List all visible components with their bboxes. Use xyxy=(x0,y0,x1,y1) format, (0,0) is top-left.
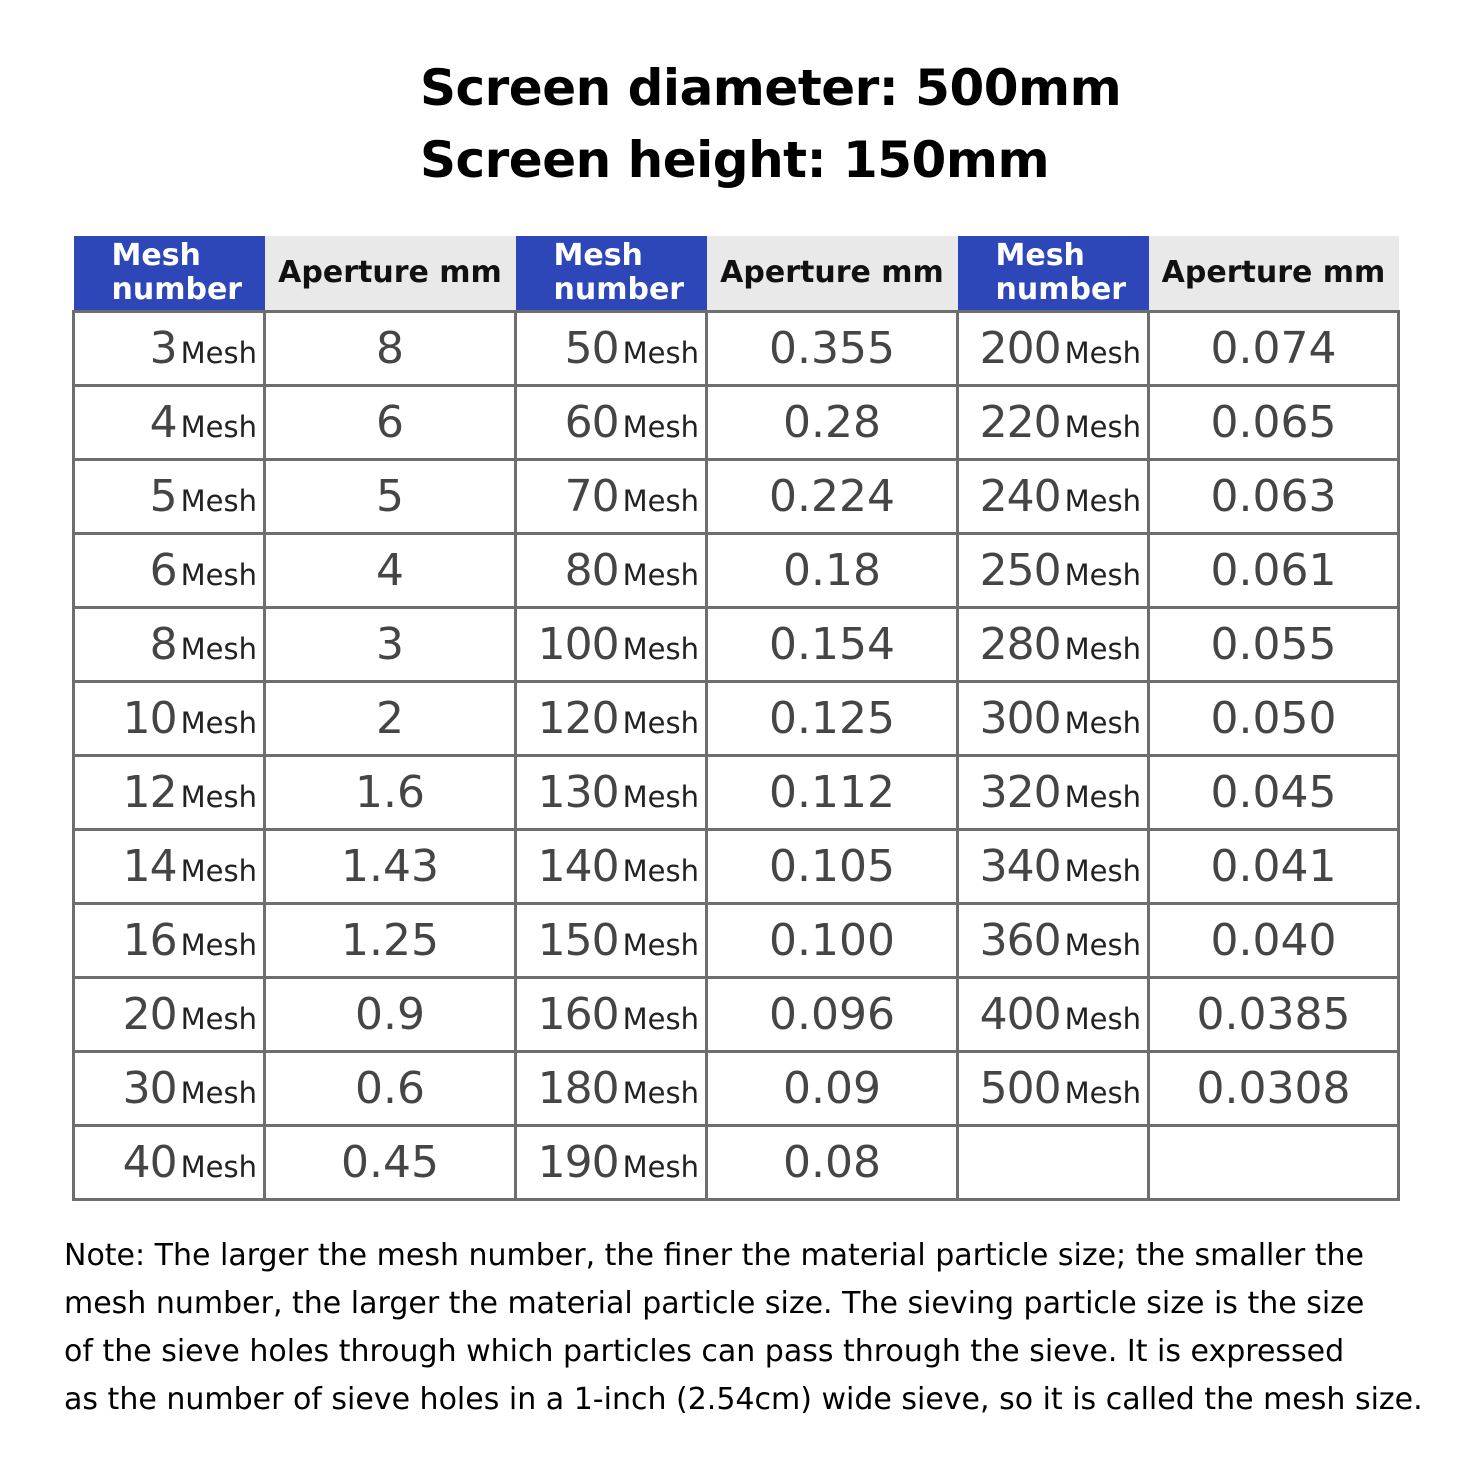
mesh-number-cell xyxy=(958,682,1149,756)
mesh-number-value: 70 xyxy=(564,471,619,522)
mesh-unit-label: Mesh xyxy=(1064,928,1141,962)
mesh-number-cell xyxy=(958,978,1149,1052)
mesh-number-cell xyxy=(516,312,707,386)
note-paragraph xyxy=(64,1232,1454,1424)
mesh-unit-label: Mesh xyxy=(180,336,257,370)
mesh-number-cell xyxy=(516,386,707,460)
mesh-number-cell xyxy=(958,460,1149,534)
mesh-number-cell xyxy=(958,904,1149,978)
mesh-number-cell xyxy=(516,978,707,1052)
mesh-unit-label: Mesh xyxy=(622,928,699,962)
mesh-number-value: 6 xyxy=(149,545,177,596)
aperture-cell: 0.096 xyxy=(707,978,958,1052)
mesh-number-cell xyxy=(74,830,265,904)
mesh-number-value: 4 xyxy=(149,397,177,448)
table-row xyxy=(74,460,1399,534)
aperture-cell: 0.08 xyxy=(707,1126,958,1200)
header-mesh-number-2 xyxy=(516,236,707,312)
mesh-number-cell xyxy=(74,1126,265,1200)
aperture-cell: 0.45 xyxy=(265,1126,516,1200)
mesh-unit-label: Mesh xyxy=(180,558,257,592)
mesh-number-value: 190 xyxy=(537,1137,619,1188)
note-line: mesh number, the larger the material particle size. The sieving particle size is the size xyxy=(64,1286,1365,1321)
aperture-cell: 8 xyxy=(265,312,516,386)
table-header-row xyxy=(74,236,1399,312)
mesh-number-cell xyxy=(74,608,265,682)
mesh-unit-label: Mesh xyxy=(180,632,257,666)
note-line: Note: The larger the mesh number, the finer the material particle size; the smaller the xyxy=(64,1238,1364,1273)
aperture-cell: 0.6 xyxy=(265,1052,516,1126)
aperture-cell: 6 xyxy=(265,386,516,460)
aperture-cell: 0.063 xyxy=(1149,460,1399,534)
note-line: as the number of sieve holes in a 1-inch (2.54cm) wide sieve, so it is called the mesh size. xyxy=(64,1382,1423,1417)
mesh-unit-label: Mesh xyxy=(180,484,257,518)
aperture-cell: 0.100 xyxy=(707,904,958,978)
mesh-unit-label: Mesh xyxy=(180,928,257,962)
mesh-number-value: 12 xyxy=(122,767,177,818)
aperture-cell: 0.224 xyxy=(707,460,958,534)
aperture-cell: 0.074 xyxy=(1149,312,1399,386)
mesh-number-cell xyxy=(958,756,1149,830)
mesh-number-cell xyxy=(516,904,707,978)
header-aperture-1 xyxy=(265,236,516,312)
table-row xyxy=(74,1052,1399,1126)
mesh-unit-label: Mesh xyxy=(622,706,699,740)
aperture-cell xyxy=(1149,1126,1399,1200)
mesh-number-cell xyxy=(74,312,265,386)
header-mesh-number-3 xyxy=(958,236,1149,312)
mesh-number-cell xyxy=(516,534,707,608)
aperture-cell: 3 xyxy=(265,608,516,682)
mesh-number-value: 80 xyxy=(564,545,619,596)
mesh-unit-label: Mesh xyxy=(1064,780,1141,814)
mesh-unit-label: Mesh xyxy=(1064,854,1141,888)
mesh-number-value: 130 xyxy=(537,767,619,818)
table-body xyxy=(74,312,1399,1200)
mesh-unit-label: Mesh xyxy=(180,1150,257,1184)
mesh-number-value: 160 xyxy=(537,989,619,1040)
mesh-unit-label: Mesh xyxy=(1064,558,1141,592)
mesh-number-value: 100 xyxy=(537,619,619,670)
mesh-number-cell xyxy=(958,1126,1149,1200)
aperture-cell: 4 xyxy=(265,534,516,608)
mesh-unit-label: Mesh xyxy=(1064,706,1141,740)
aperture-cell: 0.355 xyxy=(707,312,958,386)
aperture-cell: 0.055 xyxy=(1149,608,1399,682)
mesh-unit-label: Mesh xyxy=(622,410,699,444)
mesh-number-value: 300 xyxy=(979,693,1061,744)
table-row xyxy=(74,682,1399,756)
mesh-unit-label: Mesh xyxy=(622,632,699,666)
mesh-number-cell xyxy=(74,756,265,830)
mesh-unit-label: Mesh xyxy=(622,484,699,518)
mesh-number-cell xyxy=(516,608,707,682)
aperture-cell: 1.6 xyxy=(265,756,516,830)
mesh-number-value: 200 xyxy=(979,323,1061,374)
mesh-number-value: 14 xyxy=(122,841,177,892)
mesh-number-cell xyxy=(516,682,707,756)
mesh-unit-label: Mesh xyxy=(180,1002,257,1036)
mesh-unit-label: Mesh xyxy=(622,1002,699,1036)
mesh-number-cell xyxy=(516,460,707,534)
header-label: Mesh number xyxy=(111,238,243,307)
table-row xyxy=(74,386,1399,460)
mesh-number-value: 150 xyxy=(537,915,619,966)
header-mesh-number-1 xyxy=(74,236,265,312)
mesh-unit-label: Mesh xyxy=(1064,410,1141,444)
header-label: Aperture mm xyxy=(720,255,944,290)
table-row xyxy=(74,608,1399,682)
header-label: Mesh number xyxy=(995,238,1127,307)
mesh-number-value: 220 xyxy=(979,397,1061,448)
mesh-number-value: 240 xyxy=(979,471,1061,522)
mesh-number-cell xyxy=(958,312,1149,386)
mesh-unit-label: Mesh xyxy=(180,410,257,444)
mesh-number-value: 180 xyxy=(537,1063,619,1114)
mesh-number-cell xyxy=(516,1126,707,1200)
aperture-cell: 2 xyxy=(265,682,516,756)
mesh-unit-label: Mesh xyxy=(622,336,699,370)
mesh-number-value: 400 xyxy=(979,989,1061,1040)
mesh-number-value: 360 xyxy=(979,915,1061,966)
aperture-cell: 0.18 xyxy=(707,534,958,608)
mesh-number-value: 20 xyxy=(122,989,177,1040)
aperture-cell: 0.0385 xyxy=(1149,978,1399,1052)
table-row xyxy=(74,756,1399,830)
mesh-number-value: 140 xyxy=(537,841,619,892)
mesh-number-value: 340 xyxy=(979,841,1061,892)
aperture-cell: 0.045 xyxy=(1149,756,1399,830)
mesh-unit-label: Mesh xyxy=(622,854,699,888)
mesh-number-value: 120 xyxy=(537,693,619,744)
aperture-cell: 0.040 xyxy=(1149,904,1399,978)
aperture-cell: 0.125 xyxy=(707,682,958,756)
aperture-cell: 0.0308 xyxy=(1149,1052,1399,1126)
table-row xyxy=(74,830,1399,904)
table-row xyxy=(74,1126,1399,1200)
table-row xyxy=(74,978,1399,1052)
mesh-number-value: 250 xyxy=(979,545,1061,596)
mesh-number-cell xyxy=(516,1052,707,1126)
mesh-number-cell xyxy=(958,1052,1149,1126)
mesh-unit-label: Mesh xyxy=(622,1150,699,1184)
mesh-number-value: 30 xyxy=(122,1063,177,1114)
mesh-aperture-table xyxy=(72,236,1400,1201)
mesh-number-cell xyxy=(74,978,265,1052)
mesh-number-cell xyxy=(74,682,265,756)
mesh-number-value: 40 xyxy=(122,1137,177,1188)
screen-diameter-title: Screen diameter: 500mm xyxy=(420,59,1122,117)
mesh-unit-label: Mesh xyxy=(180,706,257,740)
aperture-cell: 0.050 xyxy=(1149,682,1399,756)
mesh-number-value: 50 xyxy=(564,323,619,374)
aperture-cell: 0.112 xyxy=(707,756,958,830)
header-aperture-2 xyxy=(707,236,958,312)
mesh-unit-label: Mesh xyxy=(1064,632,1141,666)
mesh-unit-label: Mesh xyxy=(622,780,699,814)
header-label: Mesh number xyxy=(553,238,685,307)
mesh-unit-label: Mesh xyxy=(622,558,699,592)
table-row xyxy=(74,312,1399,386)
aperture-cell: 1.25 xyxy=(265,904,516,978)
mesh-number-cell xyxy=(74,904,265,978)
mesh-number-cell xyxy=(74,1052,265,1126)
mesh-unit-label: Mesh xyxy=(1064,484,1141,518)
mesh-unit-label: Mesh xyxy=(1064,1002,1141,1036)
aperture-cell: 0.28 xyxy=(707,386,958,460)
mesh-number-cell xyxy=(74,460,265,534)
aperture-cell: 1.43 xyxy=(265,830,516,904)
aperture-cell: 0.105 xyxy=(707,830,958,904)
aperture-cell: 0.9 xyxy=(265,978,516,1052)
mesh-unit-label: Mesh xyxy=(1064,1076,1141,1110)
mesh-number-value: 60 xyxy=(564,397,619,448)
mesh-unit-label: Mesh xyxy=(180,854,257,888)
screen-height-title: Screen height: 150mm xyxy=(420,131,1050,189)
mesh-number-value: 3 xyxy=(149,323,177,374)
table-row xyxy=(74,904,1399,978)
header-label: Aperture mm xyxy=(278,255,502,290)
aperture-cell: 5 xyxy=(265,460,516,534)
note-line: of the sieve holes through which particles can pass through the sieve. It is expressed xyxy=(64,1334,1345,1369)
mesh-number-value: 8 xyxy=(149,619,177,670)
mesh-number-value: 5 xyxy=(149,471,177,522)
mesh-number-cell xyxy=(516,756,707,830)
mesh-number-cell xyxy=(958,830,1149,904)
aperture-cell: 0.154 xyxy=(707,608,958,682)
mesh-number-cell xyxy=(958,608,1149,682)
page-heading xyxy=(420,52,1121,196)
aperture-cell: 0.061 xyxy=(1149,534,1399,608)
mesh-number-cell xyxy=(958,534,1149,608)
mesh-number-cell xyxy=(74,386,265,460)
header-label: Aperture mm xyxy=(1161,255,1386,290)
mesh-unit-label: Mesh xyxy=(180,780,257,814)
mesh-number-value: 16 xyxy=(122,915,177,966)
mesh-number-value: 320 xyxy=(979,767,1061,818)
aperture-cell: 0.065 xyxy=(1149,386,1399,460)
mesh-number-cell xyxy=(958,386,1149,460)
table-row xyxy=(74,534,1399,608)
mesh-unit-label: Mesh xyxy=(1064,336,1141,370)
aperture-cell: 0.09 xyxy=(707,1052,958,1126)
mesh-number-value: 280 xyxy=(979,619,1061,670)
header-aperture-3 xyxy=(1149,236,1399,312)
mesh-number-cell xyxy=(74,534,265,608)
mesh-number-value: 500 xyxy=(979,1063,1061,1114)
mesh-number-cell xyxy=(516,830,707,904)
aperture-cell: 0.041 xyxy=(1149,830,1399,904)
mesh-unit-label: Mesh xyxy=(622,1076,699,1110)
mesh-number-value: 10 xyxy=(122,693,177,744)
mesh-unit-label: Mesh xyxy=(180,1076,257,1110)
